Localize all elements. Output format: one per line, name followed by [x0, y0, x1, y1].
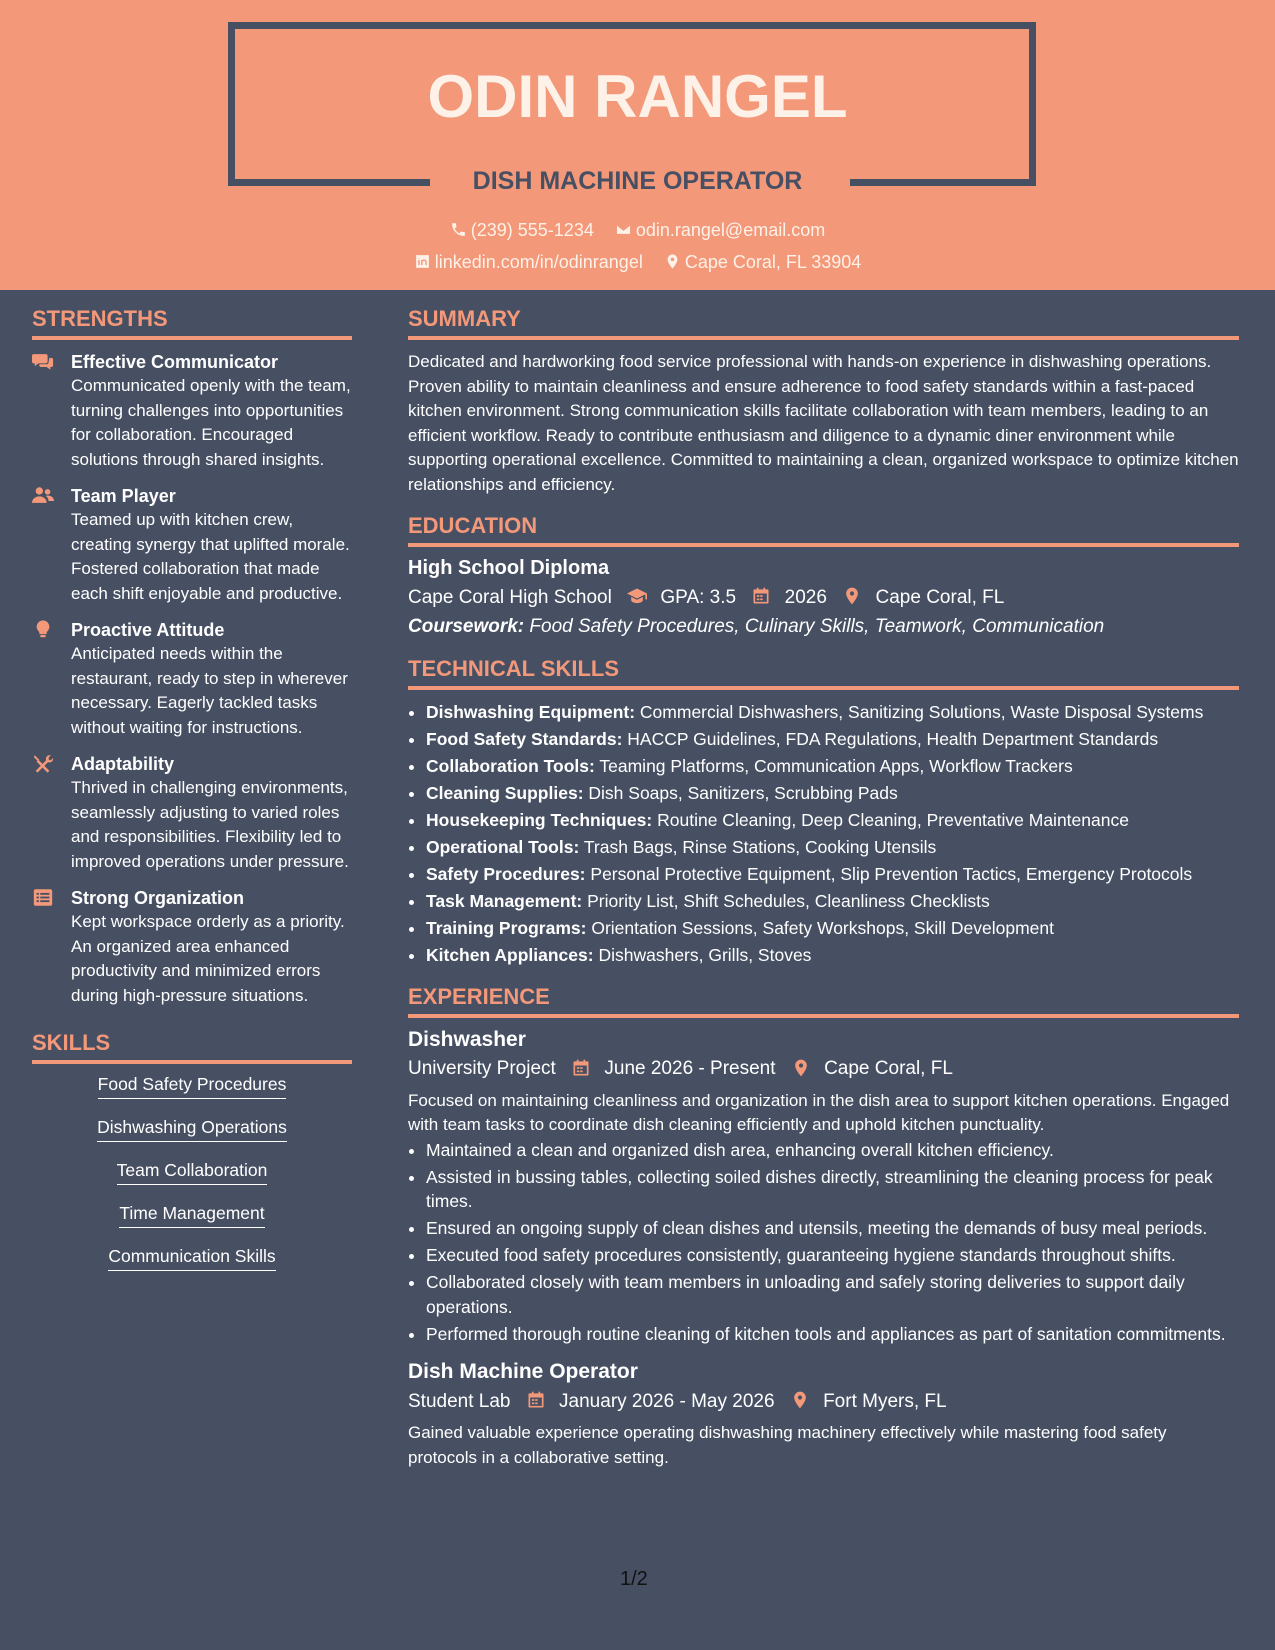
location-contact — [664, 252, 861, 273]
candidate-name: ODIN RANGEL — [427, 63, 848, 130]
calendar-icon — [526, 1390, 546, 1410]
skill-values: Orientation Sessions, Safety Workshops, Skill Development — [591, 918, 1054, 938]
skill-category: Training Programs: — [426, 918, 587, 938]
map-pin-icon — [790, 1390, 810, 1410]
skill-category: Operational Tools: — [426, 837, 580, 857]
job-org: University Project — [408, 1058, 556, 1080]
skill-values: Priority List, Shift Schedules, Cleanliness Checklists — [587, 891, 990, 911]
strength-title: Effective Communicator — [71, 352, 279, 372]
list-item — [426, 727, 1239, 752]
job-title: Dish Machine Operator — [408, 1360, 638, 1383]
map-pin-icon — [791, 1058, 811, 1078]
coursework — [408, 616, 1239, 638]
job-location: Cape Coral, FL — [824, 1058, 953, 1080]
skill-tag: Communication Skills — [108, 1246, 275, 1271]
strength-title: Strong Organization — [71, 888, 244, 908]
graduation-cap-icon — [627, 586, 647, 606]
skill-tag: Time Management — [119, 1203, 264, 1228]
map-pin-icon — [842, 586, 862, 606]
skills-list — [32, 1074, 352, 1289]
job-entry — [408, 1028, 1239, 1347]
email-contact[interactable] — [615, 220, 825, 241]
skill-category: Housekeeping Techniques: — [426, 810, 653, 830]
list-item: • Collaborated closely with team members in unloading and safely storing deliveries to support daily operations. — [426, 1270, 1239, 1319]
strength-text: Anticipated needs within the restaurant, ready to step in wherever necessary. Eagerly tackled tasks without waiting for instructions. — [71, 644, 348, 737]
skills-heading: SKILLS — [32, 1030, 352, 1064]
summary-text: Dedicated and hardworking food service professional with hands-on experience in dishwashing operations. Proven ability to maintain cleanliness and ensure adherence to food safety standards within a fast-paced kitchen environment. Strong communication skills facilitate collaboration with team members, leading to an efficient workflow. Ready to contribute enthusiasm and diligence to a dynamic diner environment while supporting operational excellence. Committed to maintaining a clean, organized workspace to optimize kitchen relationships and efficiency. — [408, 352, 1239, 494]
list-item: • Ensured an ongoing supply of clean dishes and utensils, meeting the demands of busy meal periods. — [426, 1216, 1239, 1241]
list-item — [426, 700, 1239, 725]
skill-values: Trash Bags, Rinse Stations, Cooking Utensils — [583, 837, 937, 857]
list-item: • Performed thorough routine cleaning of kitchen tools and appliances as part of sanitation commitments. — [426, 1322, 1239, 1347]
graduation-year: 2026 — [784, 586, 827, 608]
email-text: odin.rangel@email.com — [635, 220, 826, 240]
skill-category: Collaboration Tools: — [426, 756, 595, 776]
left-column — [32, 306, 352, 1289]
technical-skills-heading: TECHNICAL SKILLS — [408, 656, 1239, 690]
skill-category: Food Safety Standards: — [426, 729, 623, 749]
comments-icon — [32, 352, 56, 372]
job-summary: Focused on maintaining cleanliness and organization in the dish area to support kitchen operations. Engaged with team tasks to coordinate dish cleaning efficiently and uphold kitchen punctuality. — [408, 1090, 1230, 1134]
skill-category: Dishwashing Equipment: — [426, 702, 636, 722]
skill-values: Routine Cleaning, Deep Cleaning, Preventative Maintenance — [657, 810, 1129, 830]
list-item — [426, 808, 1239, 833]
skill-tag: Food Safety Procedures — [98, 1074, 287, 1099]
users-icon — [32, 486, 56, 506]
skill-values: HACCP Guidelines, FDA Regulations, Health Department Standards — [627, 729, 1159, 749]
strength-title: Adaptability — [71, 754, 175, 774]
strength-title: Team Player — [71, 486, 176, 506]
skill-tag: Team Collaboration — [117, 1160, 268, 1185]
skill-values: Personal Protective Equipment, Slip Prevention Tactics, Emergency Protocols — [590, 864, 1193, 884]
page-indicator: 1/2 — [620, 1568, 648, 1590]
skill-values: Teaming Platforms, Communication Apps, Workflow Trackers — [599, 756, 1073, 776]
tools-icon — [32, 754, 56, 774]
school-name: Cape Coral High School — [408, 586, 612, 608]
degree-title: High School Diploma — [408, 557, 610, 579]
list-item — [426, 943, 1239, 968]
skill-tag: Dishwashing Operations — [97, 1117, 287, 1142]
list-item: • Executed food safety procedures consistently, guaranteeing hygiene standards throughout shifts. — [426, 1243, 1239, 1268]
job-title: Dishwasher — [408, 1027, 526, 1051]
linkedin-icon — [414, 253, 431, 270]
gpa-text: GPA: 3.5 — [660, 586, 737, 608]
coursework-list: Food Safety Procedures, Culinary Skills, Teamwork, Communication — [529, 616, 1105, 637]
list-item — [426, 862, 1239, 887]
contact-line-1 — [0, 220, 1275, 241]
strength-text: Kept workspace orderly as a priority. An organized area enhanced productivity and minimized errors during high-pressure situations. — [71, 912, 345, 1005]
list-item — [426, 835, 1239, 860]
strength-item — [32, 350, 352, 472]
strengths-heading: STRENGTHS — [32, 306, 352, 340]
skill-category: Safety Procedures: — [426, 864, 586, 884]
job-dates: January 2026 - May 2026 — [559, 1390, 775, 1412]
list-item — [426, 889, 1239, 914]
skill-category: Task Management: — [426, 891, 583, 911]
job-dates: June 2026 - Present — [604, 1058, 776, 1080]
calendar-icon — [751, 586, 771, 606]
strength-item — [32, 752, 352, 874]
list-item: • Assisted in bussing tables, collecting soiled dishes directly, streamlining the cleaning process for peak times. — [426, 1165, 1239, 1214]
job-summary: Gained valuable experience operating dishwashing machinery effectively while mastering food safety protocols in a collaborative setting. — [408, 1423, 1167, 1467]
technical-skills-list — [408, 700, 1239, 968]
skill-category: Kitchen Appliances: — [426, 945, 594, 965]
location-text: Cape Coral, FL 33904 — [684, 252, 862, 272]
linkedin-contact[interactable] — [414, 252, 643, 273]
experience-heading: EXPERIENCE — [408, 984, 1239, 1018]
skill-values: Dish Soaps, Sanitizers, Scrubbing Pads — [588, 783, 898, 803]
strength-text: Thrived in challenging environments, seamlessly adjusting to varied roles and responsibilities. Flexibility led to improved operations under pressure. — [71, 778, 349, 871]
skill-values: Dishwashers, Grills, Stoves — [598, 945, 812, 965]
job-entry — [408, 1360, 1239, 1470]
list-item — [426, 916, 1239, 941]
phone-text: (239) 555-1234 — [470, 220, 594, 240]
list-item — [426, 754, 1239, 779]
strength-text: Teamed up with kitchen crew, creating synergy that uplifted morale. Fostered collaboration that made each shift enjoyable and productive. — [71, 510, 350, 603]
calendar-icon — [571, 1058, 591, 1078]
contact-line-2 — [0, 252, 1275, 273]
right-column — [408, 306, 1239, 1470]
job-bullets — [408, 1138, 1239, 1347]
job-org: Student Lab — [408, 1390, 511, 1412]
strength-item — [32, 886, 352, 1008]
skill-values: Commercial Dishwashers, Sanitizing Solutions, Waste Disposal Systems — [639, 702, 1204, 722]
map-pin-icon — [664, 253, 681, 270]
job-meta — [408, 1390, 1239, 1413]
phone-contact[interactable] — [450, 220, 594, 241]
education-heading: EDUCATION — [408, 513, 1239, 547]
list-icon — [32, 888, 56, 908]
job-meta — [408, 1058, 1239, 1081]
coursework-label: Coursework: — [408, 616, 525, 637]
linkedin-text: linkedin.com/in/odinrangel — [434, 252, 643, 272]
job-title: DISH MACHINE OPERATOR — [472, 167, 803, 195]
strength-title: Proactive Attitude — [71, 620, 225, 640]
strength-item — [32, 484, 352, 606]
strength-item — [32, 618, 352, 740]
strength-text: Communicated openly with the team, turning challenges into opportunities for collaboration. Encouraged solutions through shared insights. — [71, 376, 351, 469]
skill-category: Cleaning Supplies: — [426, 783, 584, 803]
envelope-icon — [615, 221, 632, 238]
education-meta — [408, 586, 1239, 609]
lightbulb-icon — [32, 620, 56, 640]
list-item — [426, 781, 1239, 806]
job-location: Fort Myers, FL — [823, 1390, 947, 1412]
list-item: • Maintained a clean and organized dish area, enhancing overall kitchen efficiency. — [426, 1138, 1239, 1163]
phone-icon — [450, 221, 467, 238]
summary-heading: SUMMARY — [408, 306, 1239, 340]
school-location: Cape Coral, FL — [875, 586, 1005, 608]
resume-header — [0, 0, 1275, 290]
